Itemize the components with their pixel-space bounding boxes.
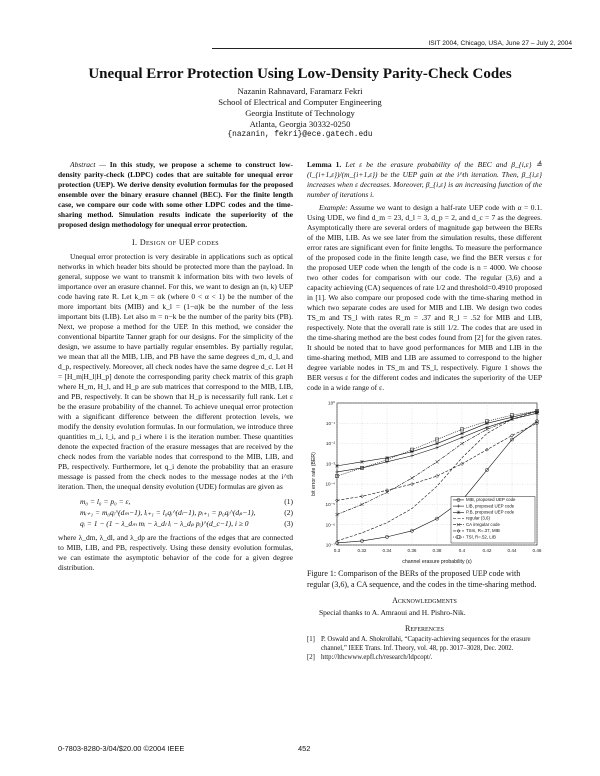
section-heading: I. Design of UEP codes bbox=[131, 238, 220, 247]
equation-row bbox=[58, 496, 293, 507]
example-paragraph bbox=[307, 203, 542, 393]
y-tick-label: 10⁻⁷ bbox=[325, 542, 335, 548]
paper-title: Unequal Error Protection Using Low-Density Parity-Check Codes bbox=[88, 66, 512, 82]
author-address: Atlanta, Georgia 30332-0250 bbox=[249, 119, 351, 129]
y-tick-label: 10⁰ bbox=[328, 400, 335, 406]
equation-number: (3) bbox=[284, 518, 293, 528]
legend-label: regular (3,6) bbox=[466, 515, 490, 521]
legend-label: MIB, proposed UEP code bbox=[466, 497, 516, 503]
series-marker bbox=[335, 464, 338, 467]
x-tick-label: 0.3 bbox=[333, 548, 341, 553]
ber-chart bbox=[307, 399, 542, 567]
equation-row bbox=[58, 507, 293, 518]
reference-item bbox=[307, 636, 542, 653]
author-block bbox=[0, 86, 600, 141]
abstract bbox=[58, 160, 293, 230]
example-text: Assume we want to design a half-rate UEP code with α = 0.1. Using UDE, we find d_m = 23, d_l = 3, d_p = 2, and d_c = 7 as the degrees. Asymptotically there are several orders of magnitude gap between the BERs of the MIB, LIB. As we see later from the simulation results, these different error rates are significant even for finite lengths. To measure the performance of the proposed code in the finite length case, we find the BER versus ε for the proposed UEP code when the length of the code is n = 4000. We choose two other codes for comparison with our code. The regular (3,6) and a capacity achieving (CA) sequences of rate 1/2 and threshold=0.4910 proposed in [1]. We also compare our proposed code with the time-sharing method in which two separate codes are used for MIB and LIB. We design two codes TS_m and TS_l with rates R_m = .37 and R_l = .52 for MIB and LIB, respectively. Note that the overall rate is still 1/2. The codes that are used in the time-sharing method are the best codes found from [2] for the given rates. It should be noted that to have good performances for MIB and LIB in the time-sharing method, MIB and LIB are assumed to correspond to the higher degree variable nodes in TS_m and TS_l, respectively. Figure 1 shows the BER versus ε for the different codes and indicates the superiority of the UEP code in a wide range of ε. bbox=[307, 203, 543, 392]
author-names: Nazanin Rahnavard, Faramarz Fekri bbox=[237, 86, 363, 96]
x-tick-label: 0.38 bbox=[432, 548, 442, 553]
legend-label: CA irregular code bbox=[466, 521, 500, 527]
y-tick-label: 10⁻² bbox=[325, 441, 335, 447]
right-column bbox=[307, 160, 542, 664]
legend-label: TSl, R=.52, LIB bbox=[466, 534, 496, 540]
legend-label: P.B, proposed UEP code bbox=[466, 509, 515, 515]
y-axis-label: bit error rate (BER) bbox=[311, 452, 317, 496]
reference-text: P. Oswald and A. Shokrollahi, “Capacity-achieving sequences for the erasure channel,” IEEE Trans. Inf. Theory, vol. 48, pp. 3017–3028, Dec. 2002. bbox=[321, 636, 531, 652]
x-tick-label: 0.46 bbox=[532, 548, 542, 553]
reference-item bbox=[307, 654, 542, 663]
y-tick-label: 10⁻³ bbox=[325, 461, 335, 467]
series-marker bbox=[410, 450, 413, 453]
legend-label: LIB, proposed UEP code bbox=[466, 503, 515, 509]
y-tick-label: 10⁻⁶ bbox=[325, 522, 335, 528]
x-tick-label: 0.36 bbox=[407, 548, 417, 553]
figure-1 bbox=[307, 399, 542, 567]
author-institute: Georgia Institute of Technology bbox=[245, 108, 355, 118]
left-column bbox=[58, 160, 293, 573]
x-tick-label: 0.32 bbox=[357, 548, 367, 553]
x-tick-label: 0.4 bbox=[458, 548, 466, 553]
legend-label: TSm, R=.37, MIB bbox=[466, 528, 500, 534]
section-paragraph-1: Unequal error protection is very desirable in applications such as optical networks in which header bits should be protected more than the payload. In general, suppose we want to transmit k information bits with two levels of importance over an erasure channel. For this, we want to design an (n, k) UEP code having rate R. Let k_m = αk (where 0 < α < 1) be the number of the more important bits (MIB) and k_l = (1−α)k be the number of the less important bits (LIB). Let also m = n−k be the number of the parity bits (PB). Next, we propose a method for the UEP. In this method, we consider the conventional bipartite Tanner graph for our designs. For the simplicity of the design, we assume to have partially regular ensembles. By partially regular, we mean that all the MIB, LIB, and PB have the same degrees d_m, d_l, and d_p, respectively. Moreover, all check nodes have the same degree d_c. Let H = [H_m|H_l|H_p] denote the corresponding parity check matrix of this graph where H_m, H_l, and H_p are sub matrices that correspond to the MIB, LIB, and PB, respectively. It can be shown that H_p is necessarily full rank. Let ε be the erasure probability of the channel. To achieve unequal error protection with a significant difference between the different protection levels, we modify the density evolution formulas. In our formulation, we introduce three quantities m_i, l_i, and p_i where i is the iteration number. These quantities denote the expected fraction of the erasure messages that are received by the check nodes from the variable nodes that correspond to the MIB, LIB, and PB, respectively. Furthermore, let q_i denote the probability that an erasure message is passed from the check nodes to the message nodes at the i^th iteration. Then, the unequal density evolution (UDE) formulas are given as bbox=[58, 252, 293, 491]
figure-caption: Figure 1: Comparison of the BERs of the proposed UEP code with regular (3,6), a CA sequence, and the codes in the time-sharing method. bbox=[307, 569, 537, 589]
series-marker bbox=[485, 422, 488, 425]
y-tick-label: 10⁻⁴ bbox=[325, 481, 335, 487]
abstract-text: In this study, we propose a scheme to construct low-density parity-check (LDPC) codes that are suitable for unequal error protection (UEP). We derive density evolution formulas for the proposed ensemble over the binary erasure channel (BEC). For the finite length case, we compare our code with some other LDPC codes and the time-sharing method. Simulation results indicate the superiority of the proposed design methodology for unequal error protection. bbox=[58, 160, 293, 229]
x-tick-label: 0.34 bbox=[382, 548, 392, 553]
conference-header: ISIT 2004, Chicago, USA, June 27 – July 2, 2004 bbox=[212, 40, 572, 49]
series-marker bbox=[457, 511, 460, 514]
equation-row bbox=[58, 518, 293, 529]
reference-label: [1] bbox=[307, 636, 315, 643]
acknowledgments-heading: Acknowledgments bbox=[392, 596, 457, 605]
lemma-lead: Lemma 1. bbox=[307, 160, 342, 169]
lemma-text: Let ε be the erasure probability of the BEC and β_{i,ε} ≜ (l_{i+1,ε})/(m_{i+1,ε}) be the UEP gain at the i^th iteration. Then, β_{i,ε} increases when ε decreases. Moreover, β_{i,ε} is an increasing function of the number of iterations i. bbox=[307, 160, 542, 199]
lemma bbox=[307, 160, 542, 200]
equation-3: qᵢ = 1 − (1 − λ_dₘ mᵢ − λ_dₗ lᵢ − λ_dₚ pᵢ)^(d_c−1), i ≥ 0 bbox=[80, 518, 249, 528]
equation-1: m₀ = l₀ = p₀ = ε, bbox=[80, 496, 131, 506]
series-marker bbox=[385, 456, 388, 459]
acknowledgments-text: Special thanks to A. Amraoui and H. Pishro-Nik. bbox=[319, 608, 466, 617]
reference-label: [2] bbox=[307, 654, 315, 662]
series-marker bbox=[360, 460, 363, 463]
series-marker bbox=[435, 442, 438, 445]
equation-number: (2) bbox=[284, 507, 293, 517]
references-heading: References bbox=[404, 624, 444, 633]
footer-page-number: 452 bbox=[298, 744, 311, 753]
x-axis-label: channel erasure probability (ε) bbox=[402, 559, 472, 565]
example-lead: Example: bbox=[319, 203, 348, 212]
reference-link[interactable]: http://lthcwww.epfl.ch/research/ldpcopt/. bbox=[321, 654, 433, 662]
author-school: School of Electrical and Computer Engineering bbox=[218, 97, 382, 107]
equation-2: mᵢ₊₁ = m₀qᵢ^(dₘ−1), lᵢ₊₁ = l₀qᵢ^(dₗ−1), pᵢ₊₁ = p₀qᵢ^(dₚ−1), bbox=[80, 507, 256, 517]
author-email: {nazanin, fekri}@ece.gatech.edu bbox=[227, 131, 373, 139]
equation-block bbox=[58, 496, 293, 529]
x-tick-label: 0.42 bbox=[482, 548, 492, 553]
series-marker bbox=[460, 432, 463, 435]
reference-list bbox=[307, 636, 542, 663]
y-tick-label: 10⁻⁵ bbox=[325, 502, 335, 508]
abstract-lead: Abstract — bbox=[70, 160, 106, 169]
y-tick-label: 10⁻¹ bbox=[325, 420, 335, 426]
section-paragraph-2: where λ_dm, λ_dl, and λ_dp are the fractions of the edges that are connected to MIB, LIB, and PB, respectively. Using these density evolution formulas, we can estimate the asymptotic behavior of the code for a given degree distribution. bbox=[58, 533, 293, 572]
footer-copyright: 0-7803-8280-3/04/$20.00 ©2004 IEEE bbox=[58, 744, 185, 753]
equation-number: (1) bbox=[284, 496, 293, 506]
x-tick-label: 0.44 bbox=[507, 548, 517, 553]
